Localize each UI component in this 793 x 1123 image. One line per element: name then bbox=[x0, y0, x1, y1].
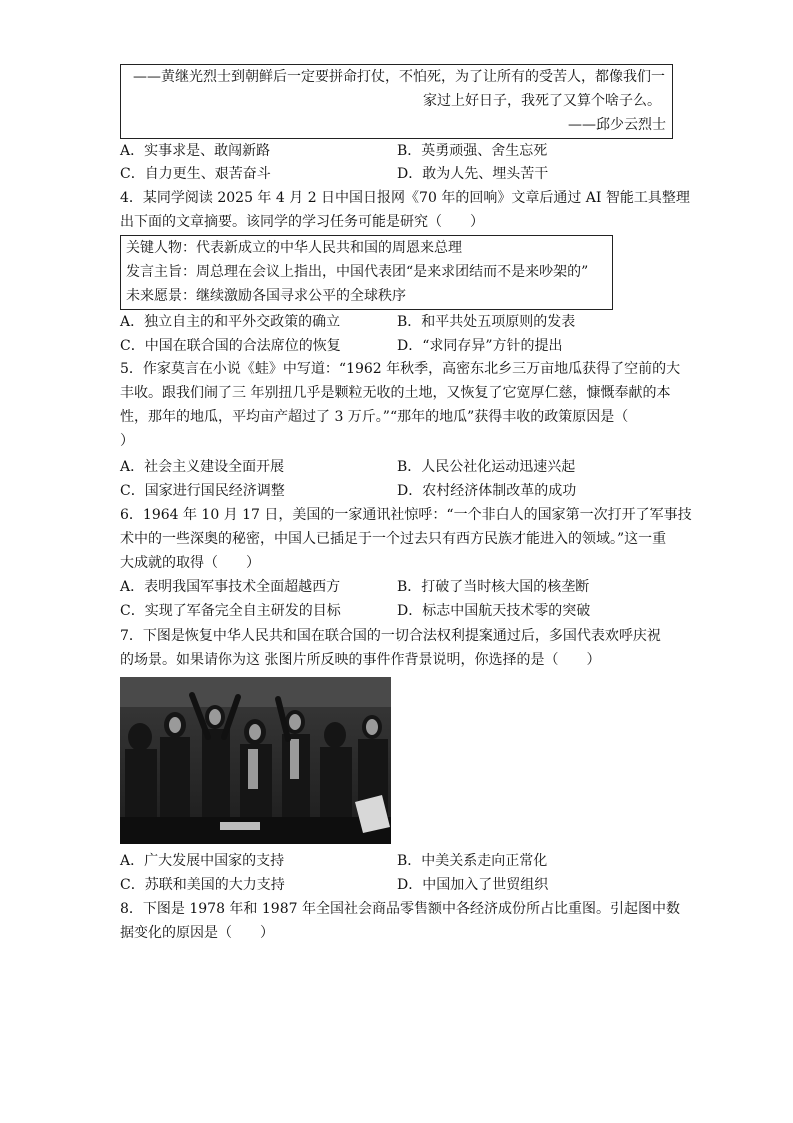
q5-option-b[interactable]: B．人民公社化运动迅速兴起 bbox=[397, 459, 576, 475]
q6-stem-line-2: 术中的一些深奥的秘密，中国人已插足于一个过去只有西方民族才能进入的领域。”这一重 bbox=[120, 531, 667, 547]
q7-option-d[interactable]: D．中国加入了世贸组织 bbox=[397, 877, 549, 893]
q4-option-d[interactable]: D．“求同存异”方针的提出 bbox=[397, 338, 563, 354]
q6-option-d[interactable]: D．标志中国航天技术零的突破 bbox=[397, 603, 591, 619]
q4-option-c[interactable]: C．中国在联合国的合法席位的恢复 bbox=[120, 338, 341, 354]
q5-stem-line-2: 丰收。跟我们闹了三 年别扭几乎是颗粒无收的土地，又恢复了它宽厚仁慈，慷慨奉献的本 bbox=[120, 385, 671, 401]
q4-box-line-2: 发言主旨：周总理在会议上指出，中国代表团“是来求团结而不是来吵架的” bbox=[126, 264, 589, 280]
photo-illustration bbox=[120, 677, 391, 844]
q5-option-c[interactable]: C．国家进行国民经济调整 bbox=[120, 483, 285, 499]
q3-option-b[interactable]: B．英勇顽强、舍生忘死 bbox=[397, 143, 548, 159]
q3-option-a[interactable]: A．实事求是、敢闯新路 bbox=[120, 143, 271, 159]
q6-stem-line-3: 大成就的取得（ ） bbox=[120, 555, 260, 571]
q4-box-line-1: 关键人物：代表新成立的中华人民共和国的周恩来总理 bbox=[126, 240, 462, 256]
quote-line-1: ——黄继光烈士到朝鲜后一定要拼命打仗，不怕死，为了让所有的受苦人，都像我们一 bbox=[133, 69, 665, 85]
quote-attribution: ——邱少云烈士 bbox=[568, 117, 666, 133]
q6-stem-line-1: 6．1964 年 10 月 17 日，美国的一家通讯社惊呼：“一个非白人的国家第一次打开了军事技 bbox=[120, 507, 692, 523]
q7-stem-line-1: 7．下图是恢复中华人民共和国在联合国的一切合法权利提案通过后，多国代表欢呼庆祝 bbox=[120, 628, 661, 644]
q6-option-c[interactable]: C．实现了军备完全自主研发的目标 bbox=[120, 603, 341, 619]
q6-option-b[interactable]: B．打破了当时核大国的核垄断 bbox=[397, 579, 590, 595]
q5-stem-line-3: 性，那年的地瓜，平均亩产超过了 3 万斤。”“那年的地瓜”获得丰收的政策原因是（ bbox=[120, 409, 629, 425]
q4-option-b[interactable]: B．和平共处五项原则的发表 bbox=[397, 314, 576, 330]
q5-option-d[interactable]: D．农村经济体制改革的成功 bbox=[397, 483, 577, 499]
q4-stem-line-1: 4．某同学阅读 2025 年 4 月 2 日中国日报网《70 年的回响》文章后通过 AI 智能工具整理 bbox=[120, 190, 690, 206]
q6-option-a[interactable]: A．表明我国军事技术全面超越西方 bbox=[120, 579, 341, 595]
q3-option-c[interactable]: C．自力更生、艰苦奋斗 bbox=[120, 166, 271, 182]
q7-option-b[interactable]: B．中美关系走向正常化 bbox=[397, 853, 548, 869]
q7-option-a[interactable]: A．广大发展中国家的支持 bbox=[120, 853, 285, 869]
quote-line-2: 家过上好日子，我死了又算个啥子么。 bbox=[423, 93, 661, 109]
q7-option-c[interactable]: C．苏联和美国的大力支持 bbox=[120, 877, 285, 893]
q4-stem-line-2: 出下面的文章摘要。该同学的学习任务可能是研究（ ） bbox=[120, 214, 484, 230]
q5-stem-line-1: 5．作家莫言在小说《蛙》中写道：“1962 年秋季，高密东北乡三万亩地瓜获得了空前的大 bbox=[120, 361, 681, 377]
q5-stem-line-4: ） bbox=[120, 433, 134, 449]
q8-stem-line-2: 据变化的原因是（ ） bbox=[120, 925, 274, 941]
q5-option-a[interactable]: A．社会主义建设全面开展 bbox=[120, 459, 285, 475]
q4-option-a[interactable]: A．独立自主的和平外交政策的确立 bbox=[120, 314, 341, 330]
un-celebration-photo bbox=[120, 677, 391, 844]
q4-box-line-3: 未来愿景：继续激励各国寻求公平的全球秩序 bbox=[126, 288, 406, 304]
q7-stem-line-2: 的场景。如果请你为这 张图片所反映的事件作背景说明，你选择的是（ ） bbox=[120, 652, 601, 668]
q8-stem-line-1: 8．下图是 1978 年和 1987 年全国社会商品零售额中各经济成份所占比重图。引起图中数 bbox=[120, 901, 680, 917]
q3-option-d[interactable]: D．敢为人先、埋头苦干 bbox=[397, 166, 549, 182]
